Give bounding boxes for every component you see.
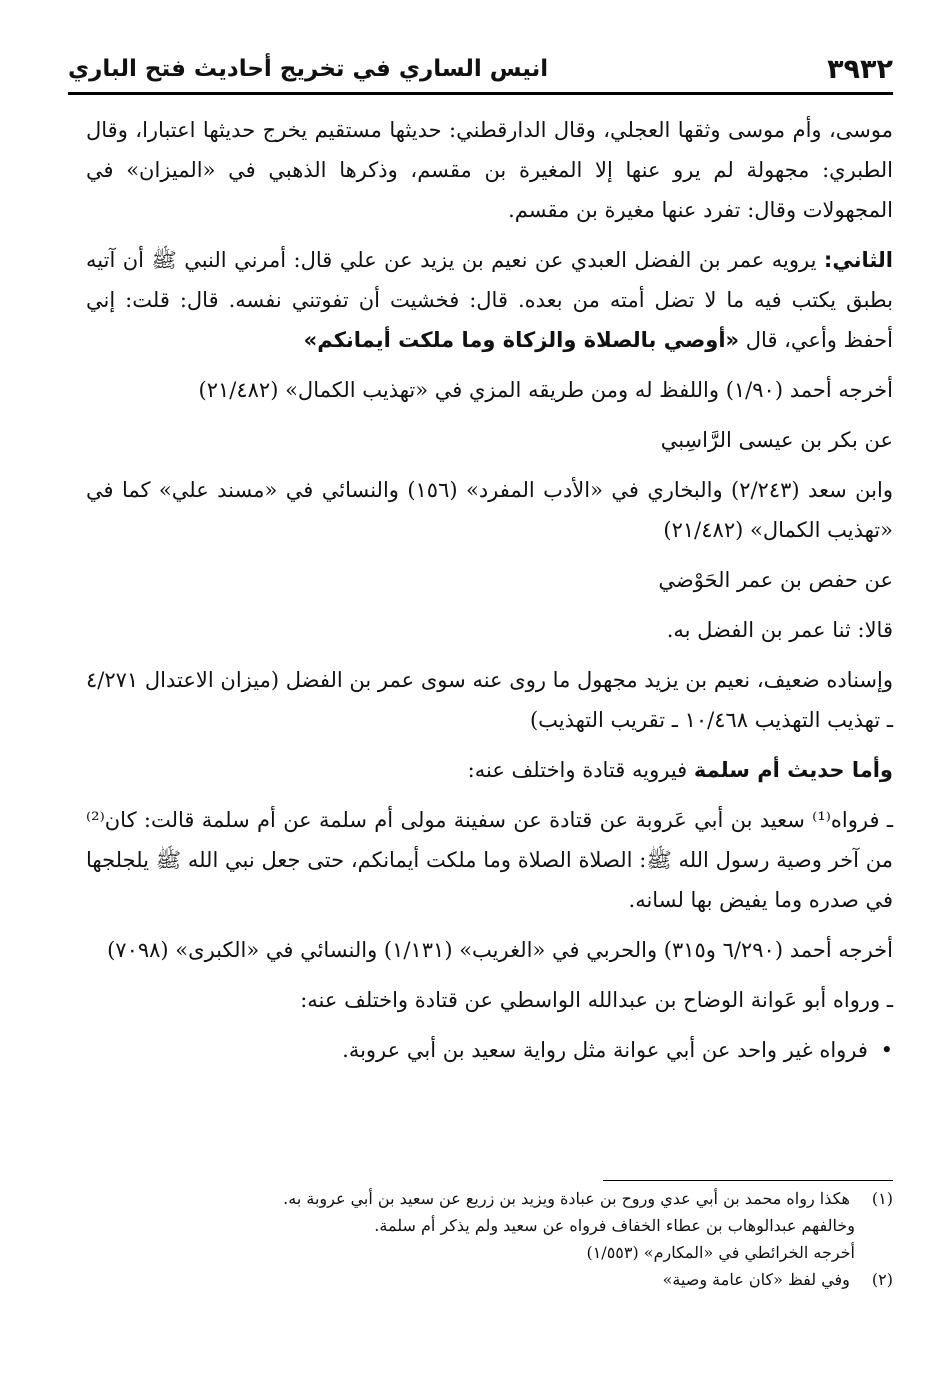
page-number: ٣٩٣٢ bbox=[827, 54, 893, 85]
footnote-number: (٢) bbox=[871, 1270, 893, 1289]
footnote-text: هكذا رواه محمد بن أبي عدي وروح بن عبادة ويزيد بن زريع عن سعيد بن أبي عروبة به. bbox=[283, 1189, 850, 1208]
paragraph-abu-awana: ـ ورواه أبو عَوانة الوضاح بن عبدالله الواسطي عن قتادة واختلف عنه: bbox=[300, 988, 893, 1012]
footnote-text: وخالفهم عبدالوهاب بن عطاء الخفاف فرواه عن سعيد ولم يذكر أم سلمة. bbox=[374, 1216, 855, 1235]
paragraph-chain-bakr: عن بكر بن عيسى الرَّاسِبي bbox=[660, 428, 893, 452]
paragraph-bullet-narration bbox=[86, 1030, 893, 1070]
footnote-1 bbox=[58, 1185, 893, 1212]
main-text bbox=[86, 110, 893, 1080]
paragraph-umm-salama-heading bbox=[86, 750, 893, 790]
paragraph-qala: قالا: ثنا عمر بن الفضل به. bbox=[666, 618, 893, 642]
paragraph-takhrij-ahmad: أخرجه أحمد (١/٩٠) واللفظ له ومن طريقه المزي في «تهذيب الكمال» (٢١/٤٨٢) bbox=[198, 378, 893, 402]
hadith-quote: «أوصي بالصلاة والزكاة وما ملكت أيمانكم» bbox=[303, 328, 740, 352]
paragraph-takhrij-ahmad-2: أخرجه أحمد (٦/٢٩٠ و٣١٥) والحربي في «الغريب» (١/١٣١) والنسائي في «الكبرى» (٧٠٩٨) bbox=[107, 938, 893, 962]
paragraph-second-hadith bbox=[86, 240, 893, 360]
footnote-number: (١) bbox=[871, 1189, 893, 1208]
paragraph-isnad-grading: وإسناده ضعيف، نعيم بن يزيد مجهول ما روى عنه سوى عمر بن الفضل (ميزان الاعتدال ٤/٢٧١ ـ تهذيب التهذيب ١٠/٤٦٨ ـ تقريب التهذيب) bbox=[86, 668, 893, 732]
running-title: انيس الساري في تخريج أحاديث فتح الباري bbox=[68, 56, 549, 82]
footnote-2 bbox=[58, 1266, 893, 1293]
footnote-1-source bbox=[58, 1239, 893, 1266]
footnote-1-continued bbox=[58, 1212, 893, 1239]
paragraph-narrator-notes: موسى، وأم موسى وثقها العجلي، وقال الدارقطني: حديثها مستقيم يخرج حديثها اعتبارا، وقال الطبري: مجهولة لم يرو عنها إلا المغيرة بن مقسم، وذكرها الذهبي في «الميزان» في المجهولات وقال: تفرد عنها مغيرة بن مقسم. bbox=[86, 118, 893, 222]
footnote-text: وفي لفظ «كان عامة وصية» bbox=[662, 1270, 850, 1289]
umm-salama-text: فيرويه قتادة واختلف عنه: bbox=[467, 758, 688, 782]
second-hadith-text: يرويه عمر بن الفضل العبدي عن نعيم بن يزيد عن علي قال: أمرني النبي ﷺ أن آتيه بطبق يكتب فيه ما لا تضل أمته من بعده. قال: فخشيت أن تفوتني نفسه. قال: قلت: إني أحفظ وأعي، قال bbox=[86, 248, 893, 352]
umm-salama-label: وأما حديث أم سلمة bbox=[693, 758, 893, 782]
page-header bbox=[68, 52, 893, 95]
second-label: الثاني: bbox=[823, 248, 893, 272]
paragraph-chain-hafs: عن حفص بن عمر الحَوْضي bbox=[658, 568, 893, 592]
bullet-icon: • bbox=[880, 1038, 893, 1062]
bullet-text: فرواه غير واحد عن أبي عوانة مثل رواية سعيد بن أبي عروبة. bbox=[342, 1038, 868, 1062]
footnote-text: أخرجه الخرائطي في «المكارم» (١/٥٥٣) bbox=[586, 1243, 855, 1262]
footnote-divider bbox=[603, 1180, 893, 1181]
footnotes bbox=[58, 1185, 893, 1293]
paragraph-takhrij-ibn-saad: وابن سعد (٢/٢٤٣) والبخاري في «الأدب المفرد» (١٥٦) والنسائي في «مسند علي» كما في «تهذيب الكمال» (٢١/٤٨٢) bbox=[86, 478, 893, 542]
paragraph-said-narration: ـ فرواه⁽¹⁾ سعيد بن أبي عَروبة عن قتادة عن سفينة مولى أم سلمة عن أم سلمة قالت: كان⁽²⁾ من آخر وصية رسول الله ﷺ: الصلاة الصلاة وما ملكت أيمانكم، حتى جعل نبي الله ﷺ يلجلجها في صدره وما يفيض بها لسانه. bbox=[86, 808, 894, 912]
